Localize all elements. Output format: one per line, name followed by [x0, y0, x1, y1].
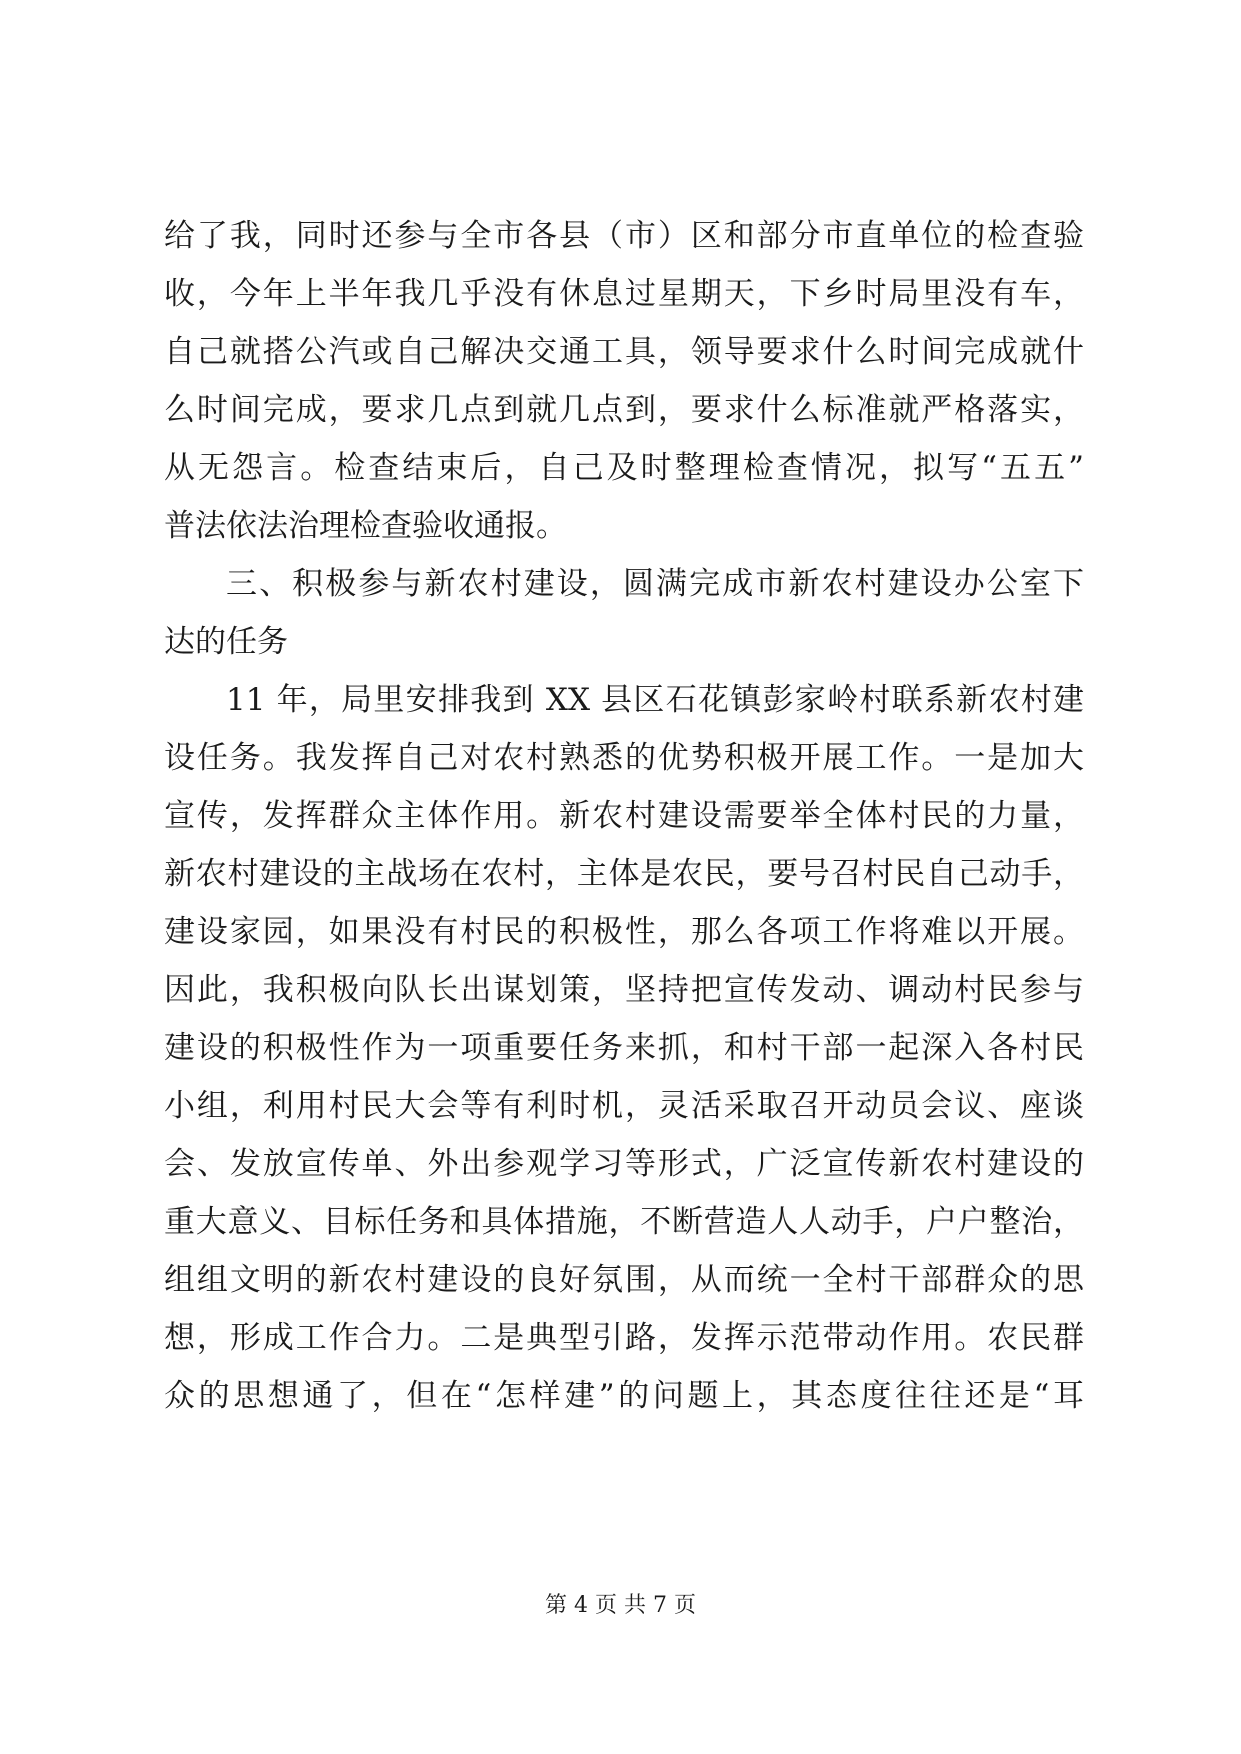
text-line: 因此，我积极向队长出谋划策，坚持把宣传发动、调动村民参与: [164, 972, 1084, 1008]
text-line: 从无怨言。检查结束后，自己及时整理检查情况，拟写“五五”: [164, 450, 1084, 486]
text-line: 想，形成工作合力。二是典型引路，发挥示范带动作用。农民群: [164, 1320, 1084, 1356]
text-line: 建设家园，如果没有村民的积极性，那么各项工作将难以开展。: [164, 914, 1084, 950]
text-line: 建设的积极性作为一项重要任务来抓，和村干部一起深入各村民: [164, 1030, 1084, 1066]
text-line: 重大意义、目标任务和具体措施，不断营造人人动手，户户整治，: [164, 1204, 1084, 1240]
text-line: 组组文明的新农村建设的良好氛围，从而统一全村干部群众的思: [164, 1262, 1084, 1298]
text-line: 宣传，发挥群众主体作用。新农村建设需要举全体村民的力量，: [164, 798, 1084, 834]
text-line: 收，今年上半年我几乎没有休息过星期天，下乡时局里没有车，: [164, 276, 1084, 312]
text-line: 设任务。我发挥自己对农村熟悉的优势积极开展工作。一是加大: [164, 740, 1084, 776]
text-line: 给了我，同时还参与全市各县（市）区和部分市直单位的检查验: [164, 218, 1084, 254]
text-line: 普法依法治理检查验收通报。: [164, 508, 567, 544]
section-heading-line: 达的任务: [164, 624, 288, 660]
text-line: 会、发放宣传单、外出参观学习等形式，广泛宣传新农村建设的: [164, 1146, 1084, 1182]
page-number-footer: 第 4 页 共 7 页: [545, 1593, 696, 1618]
section-heading-line: 三、积极参与新农村建设，圆满完成市新农村建设办公室下: [226, 566, 1084, 602]
text-line: 小组，利用村民大会等有利时机，灵活采取召开动员会议、座谈: [164, 1088, 1084, 1124]
text-line: 新农村建设的主战场在农村，主体是农民，要号召村民自己动手，: [164, 856, 1084, 892]
text-line: 11 年，局里安排我到 XX 县区石花镇彭家岭村联系新农村建: [226, 682, 1084, 718]
text-line: 么时间完成，要求几点到就几点到，要求什么标准就严格落实，: [164, 392, 1084, 428]
text-line: 众的思想通了，但在“怎样建”的问题上，其态度往往还是“耳: [164, 1378, 1084, 1414]
text-line: 自己就搭公汽或自己解决交通工具，领导要求什么时间完成就什: [164, 334, 1084, 370]
